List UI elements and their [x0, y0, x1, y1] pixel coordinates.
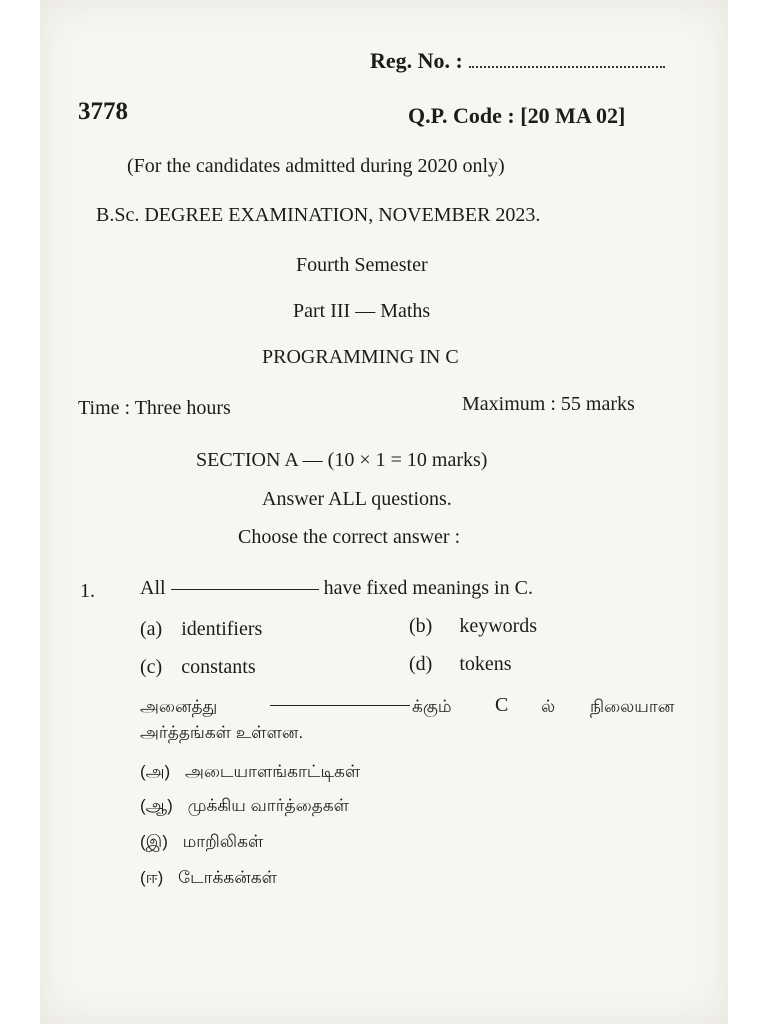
tamil-option-1	[140, 762, 360, 784]
option-label: (b)	[409, 615, 433, 637]
option-label: (அ)	[140, 762, 171, 781]
option-text: constants	[181, 656, 256, 678]
instruction-answer-all: Answer ALL questions.	[262, 488, 452, 510]
tamil-answer-blank	[270, 705, 410, 706]
option-a	[140, 618, 262, 641]
tamil-line-2: அர்த்தங்கள் உள்ளன.	[140, 723, 304, 742]
option-text: identifiers	[181, 618, 263, 640]
candidates-note: (For the candidates admitted during 2020 only)	[127, 155, 505, 177]
semester: Fourth Semester	[296, 254, 428, 276]
option-text: அடையாளங்காட்டிகள்	[184, 762, 361, 781]
tamil-word-3: C	[495, 694, 509, 716]
question-text	[140, 577, 533, 600]
reg-no-blank	[469, 52, 665, 68]
option-text: முக்கிய வார்த்தைகள்	[187, 796, 350, 815]
tamil-word-2: க்கும்	[412, 697, 452, 716]
answer-blank	[171, 589, 319, 590]
option-text: tokens	[459, 653, 512, 675]
option-label: (a)	[140, 618, 163, 640]
question-text-before: All	[140, 577, 166, 599]
tamil-word-4: ல்	[541, 697, 556, 716]
tamil-word-1: அனைத்து	[140, 697, 218, 716]
maximum-marks: Maximum : 55 marks	[462, 393, 635, 415]
option-b	[409, 615, 537, 638]
option-label: (c)	[140, 656, 163, 678]
tamil-option-2	[140, 796, 349, 818]
question-number: 1.	[80, 580, 95, 602]
reg-no	[370, 48, 665, 74]
reg-no-label: Reg. No. :	[370, 48, 463, 73]
option-c	[140, 656, 256, 679]
subject-title: PROGRAMMING IN C	[262, 346, 459, 368]
tamil-option-3	[140, 832, 263, 854]
tamil-option-4	[140, 868, 277, 890]
option-text: மாறிலிகள்	[182, 832, 264, 851]
option-label: (d)	[409, 653, 433, 675]
option-d	[409, 653, 512, 676]
option-label: (இ)	[140, 832, 168, 851]
time-allowed: Time : Three hours	[78, 397, 231, 419]
instruction-choose: Choose the correct answer :	[238, 526, 461, 548]
option-label: (ஈ)	[140, 868, 164, 887]
qp-code: Q.P. Code : [20 MA 02]	[408, 103, 626, 128]
degree-title: B.Sc. DEGREE EXAMINATION, NOVEMBER 2023.	[96, 204, 541, 226]
paper-number: 3778	[78, 98, 128, 125]
option-label: (ஆ)	[140, 796, 173, 815]
option-text: டோக்கன்கள்	[178, 868, 277, 887]
option-text: keywords	[459, 615, 538, 637]
part: Part III — Maths	[293, 300, 431, 322]
section-title: SECTION A — (10 × 1 = 10 marks)	[196, 449, 488, 471]
tamil-word-5: நிலையான	[590, 697, 675, 716]
question-text-after: have fixed meanings in C.	[323, 577, 533, 599]
